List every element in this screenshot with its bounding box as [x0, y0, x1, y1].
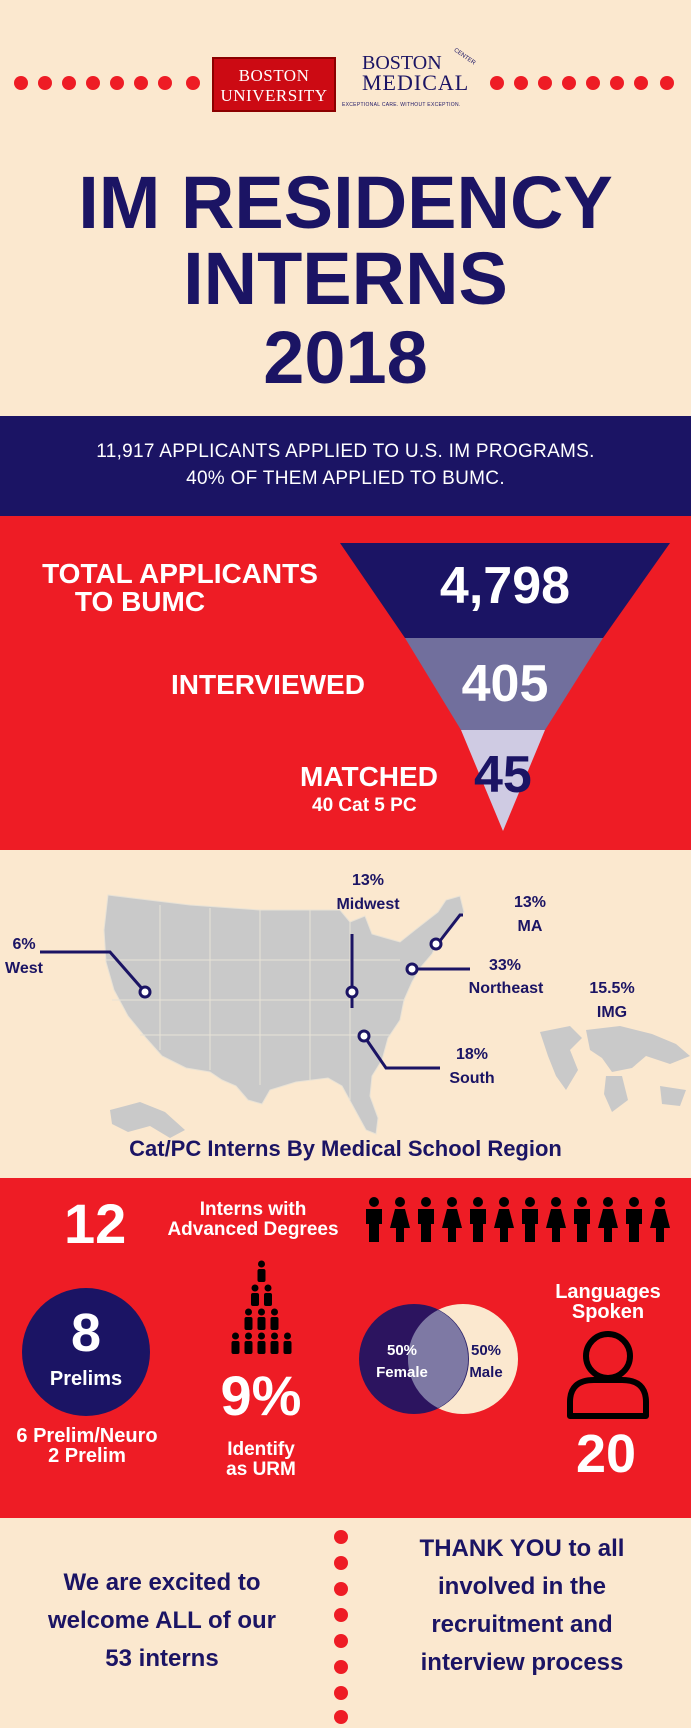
region-caption: Cat/PC Interns By Medical School Region: [129, 1136, 562, 1161]
gender-venn-diagram: [356, 1304, 526, 1414]
people-icons-row: [364, 1196, 676, 1244]
total-applicants-value: 4,798: [439, 557, 571, 615]
decorative-dot: [110, 76, 124, 90]
intern-stats-section: [0, 1178, 691, 1518]
male-person-icon: [470, 1197, 486, 1242]
decorative-dot: [62, 76, 76, 90]
decorative-dot: [14, 76, 28, 90]
pyramid-person-icon: [258, 1309, 266, 1331]
boston-medical-center-logo: [342, 47, 482, 116]
divider-dot: [334, 1660, 348, 1674]
decorative-dot: [186, 76, 200, 90]
urm-pyramid-icon: [222, 1260, 302, 1360]
divider-dot: [334, 1634, 348, 1648]
pyramid-person-icon: [251, 1285, 259, 1307]
female-person-icon: [390, 1197, 410, 1242]
alaska-shape: [110, 1102, 185, 1138]
pyramid-person-icon: [258, 1333, 266, 1355]
decorative-dot: [660, 76, 674, 90]
male-person-icon: [626, 1197, 642, 1242]
female-label: Female: [376, 1364, 428, 1381]
female-person-icon: [598, 1197, 618, 1242]
advanced-degrees-label-2: Advanced Degrees: [167, 1219, 339, 1240]
female-person-icon: [650, 1197, 670, 1242]
prelims-label: Prelims: [49, 1368, 123, 1390]
footer-welcome-line1: We are excited to: [63, 1569, 261, 1596]
west-name: West: [5, 960, 43, 977]
img-name: IMG: [596, 1004, 628, 1021]
pyramid-person-icon: [271, 1333, 279, 1355]
decorative-dot: [634, 76, 648, 90]
bu-logo-line1: BOSTON: [238, 66, 310, 85]
male-label: Male: [469, 1364, 503, 1381]
female-person-icon: [442, 1197, 462, 1242]
page-title-line2: INTERNS: [183, 237, 508, 320]
divider-dot: [334, 1582, 348, 1596]
west-pct: 6%: [12, 936, 36, 953]
footer-section: [0, 1518, 691, 1728]
south-name: South: [449, 1070, 495, 1087]
bmc-logo-line1: BOSTON: [362, 52, 442, 74]
female-person-icon: [494, 1197, 514, 1242]
pyramid-person-icon: [232, 1333, 240, 1355]
divider-dot: [334, 1710, 348, 1724]
footer-welcome-line2: welcome ALL of our: [47, 1607, 277, 1634]
footer-thanks-line4: interview process: [420, 1649, 624, 1676]
decorative-dot: [490, 76, 504, 90]
male-person-icon: [574, 1197, 590, 1242]
page-title-year: 2018: [263, 316, 428, 399]
bu-logo-line2: UNIVERSITY: [220, 86, 328, 105]
footer-welcome-line3: 53 interns: [105, 1645, 219, 1672]
ma-pct: 13%: [513, 894, 547, 911]
south-pct: 18%: [455, 1046, 489, 1063]
pyramid-person-icon: [245, 1309, 253, 1331]
urm-pct: 9%: [220, 1364, 302, 1427]
male-person-icon: [522, 1197, 538, 1242]
us-map-shape: [104, 895, 464, 1134]
decorative-dot: [586, 76, 600, 90]
languages-label-1: Languages: [555, 1281, 661, 1303]
matched-label: MATCHED: [300, 761, 438, 792]
decorative-dot: [158, 76, 172, 90]
decorative-dot: [562, 76, 576, 90]
boston-university-logo: [212, 57, 336, 112]
male-person-icon: [418, 1197, 434, 1242]
decorative-dot: [610, 76, 624, 90]
prelims-circle: [22, 1288, 150, 1416]
prelims-count: 8: [70, 1303, 102, 1363]
decorative-dot: [538, 76, 552, 90]
urm-label-1: Identify: [227, 1439, 295, 1460]
decorative-dot: [38, 76, 52, 90]
world-map-shape: [540, 1026, 690, 1112]
page-title-line1: IM RESIDENCY: [78, 161, 613, 244]
pyramid-person-icon: [264, 1285, 272, 1307]
decorative-dot: [514, 76, 528, 90]
footer-thanks-line2: involved in the: [437, 1573, 607, 1600]
bmc-logo-line2: MEDICAL: [362, 70, 470, 95]
pyramid-person-icon: [258, 1261, 266, 1283]
interviewed-value: 405: [461, 655, 549, 713]
matched-sub: 40 Cat 5 PC: [312, 795, 417, 816]
decorative-dot: [134, 76, 148, 90]
female-pct: 50%: [386, 1342, 418, 1359]
prelims-sub-1: 6 Prelim/Neuro: [16, 1425, 158, 1447]
applicants-line2: 40% OF THEM APPLIED TO BUMC.: [186, 468, 505, 489]
bmc-logo-center: CENTER: [452, 47, 477, 67]
ma-name: MA: [517, 918, 543, 935]
footer-thanks-line3: recruitment and: [431, 1611, 613, 1638]
applicants-line1: 11,917 APPLICANTS APPLIED TO U.S. IM PROGRAMS.: [96, 441, 595, 462]
male-person-icon: [366, 1197, 382, 1242]
divider-dot: [334, 1686, 348, 1700]
male-pct: 50%: [470, 1342, 502, 1359]
funnel-section: [0, 516, 691, 850]
prelims-sub-2: 2 Prelim: [48, 1445, 126, 1467]
region-section: [0, 850, 691, 1178]
decorative-dot: [86, 76, 100, 90]
urm-label-2: as URM: [226, 1459, 296, 1480]
northeast-pct: 33%: [488, 957, 522, 974]
languages-label-2: Spoken: [571, 1301, 645, 1323]
advanced-degrees-count: 12: [64, 1192, 127, 1255]
female-person-icon: [546, 1197, 566, 1242]
advanced-degrees-label-1: Interns with: [199, 1199, 307, 1220]
midwest-pct: 13%: [351, 872, 385, 889]
matched-value: 45: [474, 746, 532, 804]
total-applicants-label-2: TO BUMC: [74, 586, 206, 617]
northeast-name: Northeast: [468, 980, 544, 997]
person-outline-icon: [560, 1326, 656, 1422]
bmc-logo-tagline: EXCEPTIONAL CARE. WITHOUT EXCEPTION.: [342, 102, 461, 108]
footer-thanks-line1: THANK YOU to all: [419, 1535, 625, 1562]
pyramid-person-icon: [271, 1309, 279, 1331]
pyramid-person-icon: [284, 1333, 292, 1355]
pyramid-person-icon: [245, 1333, 253, 1355]
divider-dot: [334, 1556, 348, 1570]
midwest-name: Midwest: [336, 896, 400, 913]
total-applicants-label-1: TOTAL APPLICANTS: [42, 558, 318, 589]
img-pct: 15.5%: [589, 980, 635, 997]
divider-dot: [334, 1530, 348, 1544]
applicants-banner: [0, 416, 691, 516]
interviewed-label: INTERVIEWED: [171, 669, 365, 700]
divider-dot: [334, 1608, 348, 1622]
languages-count: 20: [575, 1424, 637, 1484]
